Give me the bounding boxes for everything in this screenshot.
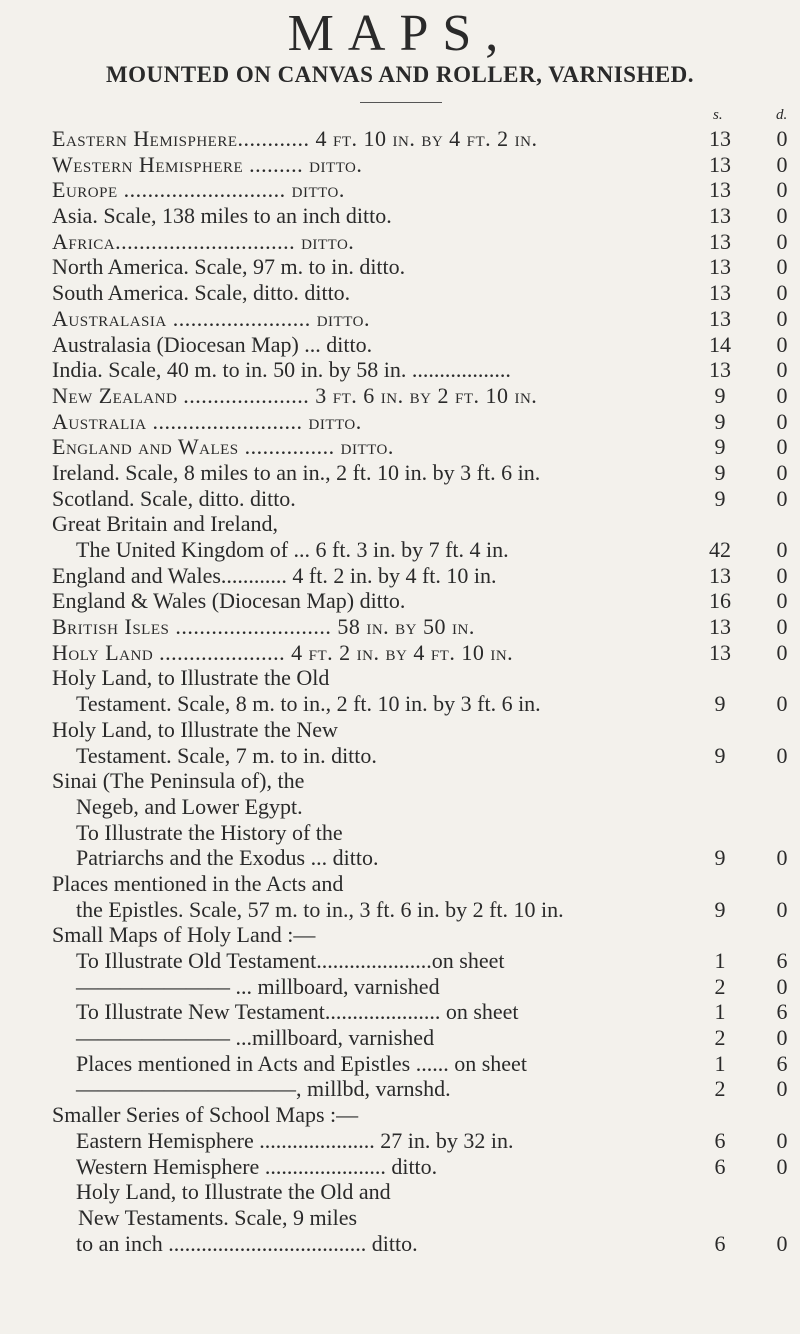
price-row — [0, 1051, 800, 1077]
item-description: Africa.............................. ditto. — [52, 228, 355, 254]
item-description: Sinai (The Peninsula of), the — [52, 768, 305, 794]
price-row — [0, 383, 800, 409]
price-row — [0, 357, 800, 383]
item-description: To Illustrate New Testament..................... on sheet — [76, 999, 519, 1025]
price-row — [0, 691, 800, 717]
price-row — [0, 974, 800, 1000]
price-shillings: 13 — [709, 254, 731, 280]
price-row — [0, 871, 800, 897]
price-row — [0, 409, 800, 435]
price-shillings: 9 — [714, 408, 726, 434]
item-description: Great Britain and Ireland, — [52, 511, 279, 537]
price-row — [0, 922, 800, 948]
item-description: England & Wales (Diocesan Map) ditto. — [52, 588, 406, 614]
price-pence: 0 — [776, 1153, 788, 1179]
price-pence: 6 — [776, 999, 788, 1025]
price-row — [0, 537, 800, 563]
header-rule — [360, 102, 442, 103]
item-description: Holy Land, to Illustrate the Old and — [76, 1179, 391, 1205]
price-pence: 0 — [776, 357, 788, 383]
price-pence: 0 — [776, 1230, 788, 1256]
price-row — [0, 743, 800, 769]
item-description: Western Hemisphere ...................... ditto. — [76, 1153, 438, 1179]
item-description: England and Wales ............... ditto. — [52, 434, 394, 460]
page-title: MAPS, — [287, 5, 513, 62]
price-shillings: 6 — [714, 1230, 726, 1256]
price-row — [0, 1076, 800, 1102]
price-pence: 0 — [776, 434, 788, 460]
price-row — [0, 1025, 800, 1051]
item-description: Eastern Hemisphere............ 4 ft. 10 in. by 4 ft. 2 in. — [52, 126, 538, 151]
item-description: to an inch .................................... ditto. — [76, 1230, 418, 1256]
price-shillings: 13 — [709, 614, 731, 640]
price-row — [0, 588, 800, 614]
price-row — [0, 563, 800, 589]
price-row — [0, 1102, 800, 1128]
price-shillings: 9 — [714, 845, 726, 871]
price-shillings: 16 — [709, 588, 731, 614]
item-description: Testament. Scale, 7 m. to in. ditto. — [76, 742, 377, 768]
price-shillings: 2 — [714, 973, 726, 999]
item-description: Holy Land, to Illustrate the Old — [52, 665, 330, 691]
price-row — [0, 897, 800, 923]
price-pence: 0 — [776, 614, 788, 640]
item-description: New Testaments. Scale, 9 miles — [78, 1204, 358, 1230]
price-shillings: 9 — [714, 434, 726, 460]
price-row — [0, 254, 800, 280]
item-description: Places mentioned in Acts and Epistles ...... on sheet — [76, 1050, 527, 1076]
item-description: The United Kingdom of ... 6 ft. 3 in. by 7 ft. 4 in. — [76, 537, 509, 562]
price-row — [0, 717, 800, 743]
price-pence: 0 — [776, 588, 788, 614]
shillings-column-header: s. — [713, 107, 723, 123]
item-description: India. Scale, 40 m. to in. 50 in. by 58 in. .................. — [52, 357, 511, 383]
item-description: Europe ........................... ditto. — [52, 177, 345, 203]
item-description: Holy Land ..................... 4 ft. 2 in. by 4 ft. 10 in. — [52, 639, 514, 665]
price-row — [0, 794, 800, 820]
price-row — [0, 1205, 800, 1231]
price-row — [0, 434, 800, 460]
item-description: Asia. Scale, 138 miles to an inch ditto. — [52, 203, 392, 229]
price-row — [0, 768, 800, 794]
price-shillings: 13 — [709, 177, 731, 203]
price-shillings: 14 — [709, 331, 731, 357]
price-pence: 0 — [776, 1076, 788, 1102]
item-description: British Isles .......................... 58 in. by 50 in. — [52, 614, 475, 640]
price-list — [0, 126, 800, 1256]
item-description: Australasia (Diocesan Map) ... ditto. — [52, 331, 373, 357]
price-row — [0, 486, 800, 512]
item-description: North America. Scale, 97 m. to in. ditto. — [52, 254, 406, 280]
price-shillings: 2 — [714, 1076, 726, 1102]
price-pence: 0 — [776, 408, 788, 434]
price-shillings: 42 — [709, 537, 731, 562]
price-shillings: 13 — [709, 357, 731, 383]
price-pence: 0 — [776, 562, 788, 588]
price-pence: 6 — [776, 1050, 788, 1076]
price-pence: 0 — [776, 203, 788, 229]
item-description: Australia ......................... ditto. — [52, 408, 362, 434]
price-pence: 0 — [776, 177, 788, 203]
price-row — [0, 1128, 800, 1154]
item-description: Ireland. Scale, 8 miles to an in., 2 ft. 10 in. by 3 ft. 6 in. — [52, 459, 541, 485]
price-row — [0, 1231, 800, 1257]
item-description: Patriarchs and the Exodus ... ditto. — [76, 845, 379, 871]
item-description: the Epistles. Scale, 57 m. to in., 3 ft. 6 in. by 2 ft. 10 in. — [76, 896, 564, 922]
price-shillings: 13 — [709, 203, 731, 229]
item-description: ——————— ...millboard, varnished — [76, 1025, 435, 1051]
price-row — [0, 332, 800, 358]
price-shillings: 13 — [709, 305, 731, 331]
item-description: Australasia ....................... ditto. — [52, 305, 370, 331]
item-description: Small Maps of Holy Land :— — [52, 922, 316, 948]
item-description: South America. Scale, ditto. ditto. — [52, 280, 351, 306]
price-pence: 0 — [776, 973, 788, 999]
item-description: Testament. Scale, 8 m. to in., 2 ft. 10 in. by 3 ft. 6 in. — [76, 691, 541, 717]
price-pence: 0 — [776, 896, 788, 922]
price-shillings: 9 — [714, 459, 726, 485]
price-row — [0, 1179, 800, 1205]
price-row — [0, 665, 800, 691]
price-pence: 0 — [776, 691, 788, 717]
price-pence: 0 — [776, 151, 788, 177]
price-shillings: 13 — [709, 280, 731, 306]
price-shillings: 9 — [714, 896, 726, 922]
price-shillings: 9 — [714, 691, 726, 717]
price-pence: 0 — [776, 305, 788, 331]
price-row — [0, 203, 800, 229]
price-pence: 0 — [776, 280, 788, 306]
price-shillings: 13 — [709, 639, 731, 665]
pence-column-header: d. — [776, 107, 788, 123]
item-description: ——————————, millbd, varnshd. — [76, 1076, 451, 1102]
price-shillings: 1 — [714, 948, 726, 973]
price-pence: 0 — [776, 1025, 788, 1051]
price-row — [0, 948, 800, 974]
price-shillings: 6 — [714, 1127, 726, 1153]
price-row — [0, 640, 800, 666]
price-row — [0, 152, 800, 178]
price-pence: 0 — [776, 537, 788, 562]
item-description: Eastern Hemisphere ..................... 27 in. by 32 in. — [76, 1127, 514, 1153]
price-pence: 0 — [776, 228, 788, 254]
price-row — [0, 511, 800, 537]
price-pence: 0 — [776, 485, 788, 511]
price-shillings: 9 — [714, 382, 726, 408]
price-pence: 0 — [776, 845, 788, 871]
item-description: Places mentioned in the Acts and — [52, 870, 344, 896]
price-row — [0, 306, 800, 332]
price-shillings: 13 — [709, 151, 731, 177]
price-row — [0, 460, 800, 486]
price-shillings: 9 — [714, 742, 726, 768]
price-row — [0, 614, 800, 640]
price-row — [0, 280, 800, 306]
price-shillings: 13 — [709, 562, 731, 588]
price-pence: 0 — [776, 639, 788, 665]
price-pence: 0 — [776, 126, 788, 151]
price-pence: 0 — [776, 1127, 788, 1153]
price-row — [0, 999, 800, 1025]
item-description: Smaller Series of School Maps :— — [52, 1102, 359, 1128]
price-shillings: 1 — [714, 999, 726, 1025]
price-row — [0, 1154, 800, 1180]
price-pence: 6 — [776, 948, 788, 973]
price-shillings: 6 — [714, 1153, 726, 1179]
page-subtitle: MOUNTED ON CANVAS AND ROLLER, VARNISHED. — [105, 62, 695, 87]
price-row — [0, 845, 800, 871]
price-shillings: 13 — [709, 126, 731, 151]
price-row — [0, 126, 800, 152]
price-shillings: 2 — [714, 1025, 726, 1051]
item-description: Holy Land, to Illustrate the New — [52, 716, 338, 742]
price-pence: 0 — [776, 254, 788, 280]
price-pence: 0 — [776, 742, 788, 768]
item-description: New Zealand ..................... 3 ft. 6 in. by 2 ft. 10 in. — [52, 382, 538, 408]
item-description: Western Hemisphere ......... ditto. — [52, 151, 363, 177]
item-description: To Illustrate Old Testament.....................on sheet — [76, 948, 505, 973]
item-description: Scotland. Scale, ditto. ditto. — [52, 485, 296, 511]
item-description: Negeb, and Lower Egypt. — [76, 793, 303, 819]
price-pence: 0 — [776, 382, 788, 408]
price-shillings: 13 — [709, 228, 731, 254]
price-row — [0, 820, 800, 846]
item-description: ——————— ... millboard, varnished — [76, 973, 440, 999]
price-row — [0, 229, 800, 255]
price-shillings: 1 — [714, 1050, 726, 1076]
item-description: To Illustrate the History of the — [76, 819, 343, 845]
price-pence: 0 — [776, 459, 788, 485]
price-row — [0, 177, 800, 203]
item-description: England and Wales............ 4 ft. 2 in. by 4 ft. 10 in. — [52, 562, 497, 588]
price-shillings: 9 — [714, 485, 726, 511]
price-pence: 0 — [776, 331, 788, 357]
